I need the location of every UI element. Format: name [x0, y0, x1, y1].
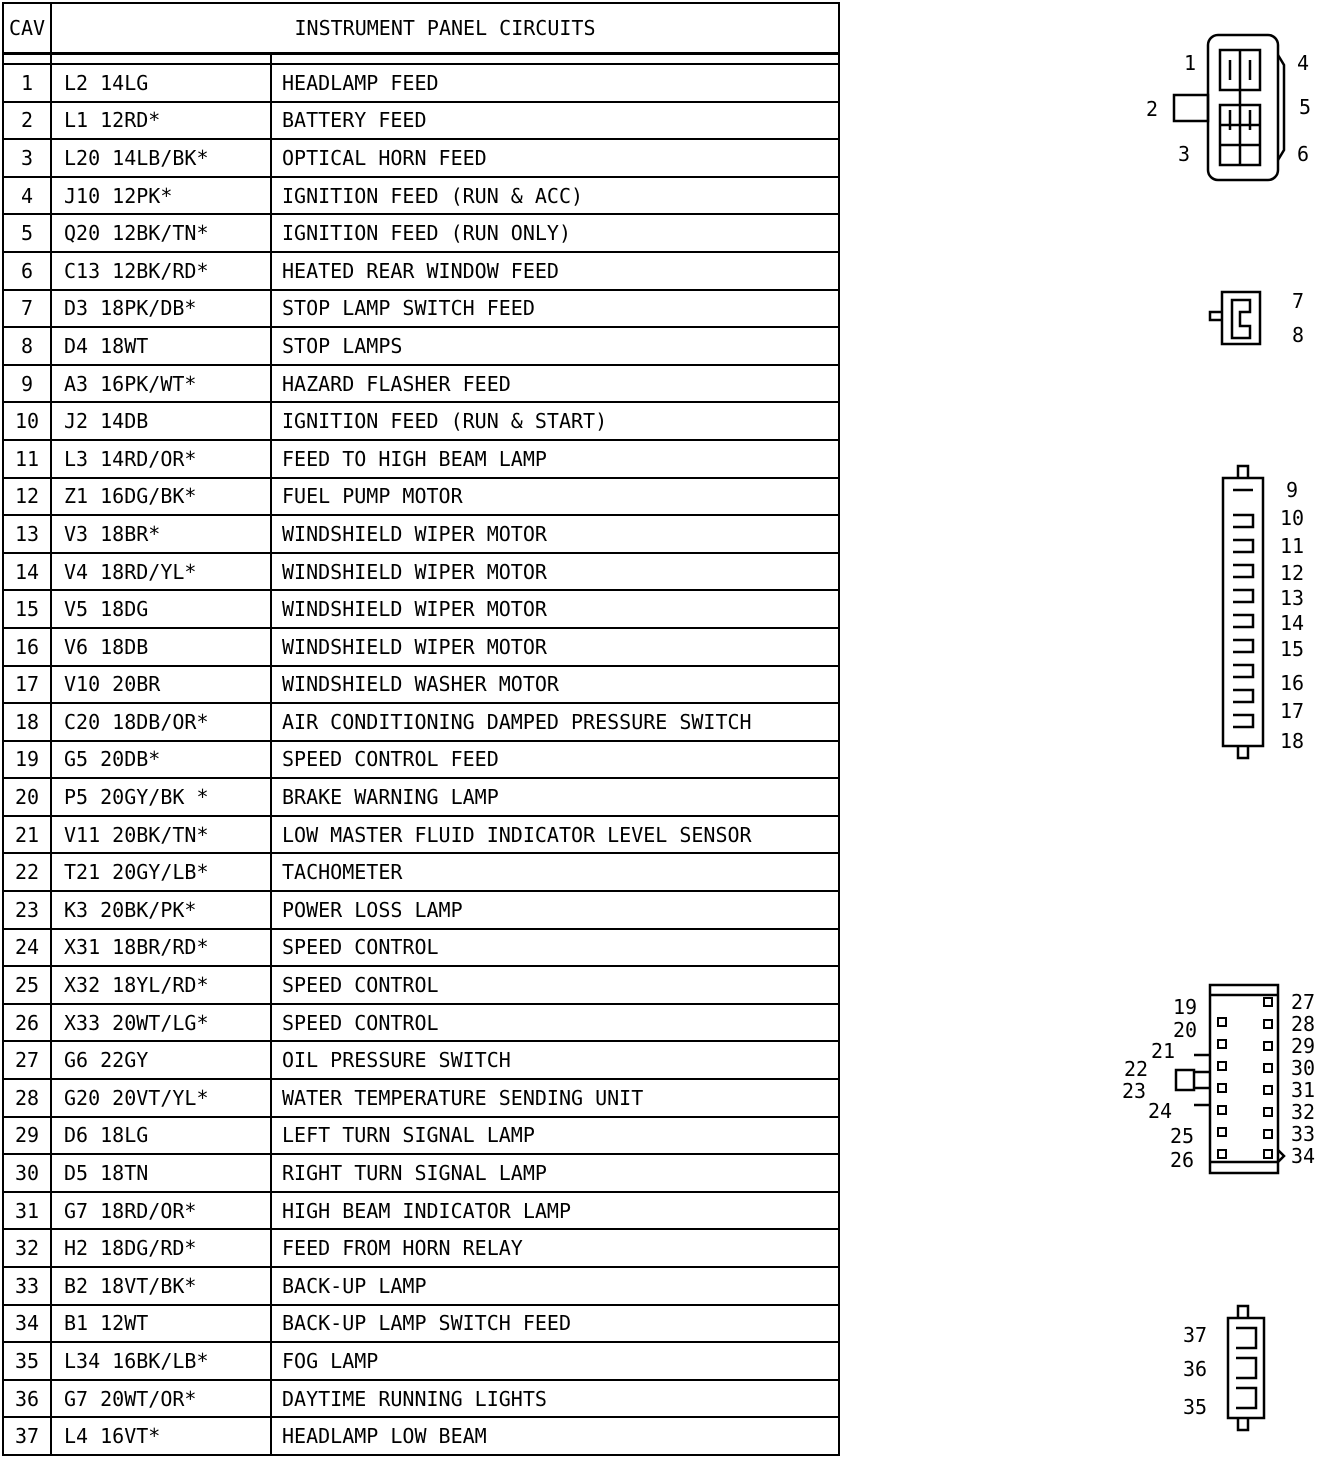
cav-cell: 8 — [3, 327, 51, 365]
wire-code-cell: D6 18LG — [51, 1117, 271, 1155]
circuit-description-cell: RIGHT TURN SIGNAL LAMP — [271, 1154, 839, 1192]
connector-4-pin: 22 — [1124, 1057, 1149, 1081]
table-row — [3, 478, 839, 516]
wire-code-cell: X31 18BR/RD* — [51, 929, 271, 967]
table-row — [3, 290, 839, 328]
connector-1-pin: 3 — [1178, 142, 1191, 166]
table-row — [3, 1079, 839, 1117]
circuit-description-cell: BACK-UP LAMP — [271, 1267, 839, 1305]
circuit-description-cell: LOW MASTER FLUID INDICATOR LEVEL SENSOR — [271, 816, 839, 854]
wire-code-cell: L4 16VT* — [51, 1417, 271, 1455]
table-row — [3, 853, 839, 891]
circuit-description-cell: WINDSHIELD WIPER MOTOR — [271, 553, 839, 591]
spacer-cell — [51, 54, 271, 65]
connector-3-pin: 14 — [1280, 611, 1305, 635]
connector-5-cavities — [1236, 1328, 1256, 1408]
connector-4-pin: 25 — [1170, 1124, 1195, 1148]
connector-4-pin: 29 — [1291, 1034, 1316, 1058]
table-row — [3, 778, 839, 816]
connector-1-pin: 2 — [1146, 97, 1159, 121]
connector-1-pin: 1 — [1184, 51, 1197, 75]
circuit-description-cell: HEATED REAR WINDOW FEED — [271, 252, 839, 290]
table-row — [3, 816, 839, 854]
circuit-description-cell: WINDSHIELD WIPER MOTOR — [271, 628, 839, 666]
connector-4-lock-guides — [1194, 1055, 1210, 1105]
connector-4-pin: 24 — [1148, 1099, 1173, 1123]
circuit-description-cell: OIL PRESSURE SWITCH — [271, 1041, 839, 1079]
connector-3-pin: 13 — [1280, 586, 1305, 610]
connector-5-housing — [1228, 1318, 1264, 1418]
wire-code-cell: Q20 12BK/TN* — [51, 214, 271, 252]
circuit-description-cell: WINDSHIELD WIPER MOTOR — [271, 590, 839, 628]
connector-5-keys — [1238, 1306, 1248, 1430]
cav-cell: 32 — [3, 1229, 51, 1267]
wire-code-cell: J2 14DB — [51, 402, 271, 440]
wire-code-cell: D3 18PK/DB* — [51, 290, 271, 328]
connector-4-lock-tab — [1176, 1070, 1194, 1090]
cav-cell: 17 — [3, 666, 51, 704]
cav-cell: 9 — [3, 365, 51, 403]
wire-code-cell: L1 12RD* — [51, 102, 271, 140]
wire-code-cell: L20 14LB/BK* — [51, 139, 271, 177]
connector-4-pin: 21 — [1151, 1039, 1176, 1063]
connector-4-pin: 23 — [1122, 1079, 1147, 1103]
circuit-description-cell: LEFT TURN SIGNAL LAMP — [271, 1117, 839, 1155]
connector-3-pin: 16 — [1280, 671, 1305, 695]
cav-cell: 10 — [3, 402, 51, 440]
wire-code-cell: A3 16PK/WT* — [51, 365, 271, 403]
connector-5 — [1228, 1306, 1264, 1430]
connector-3-pin: 12 — [1280, 561, 1305, 585]
table-row — [3, 1342, 839, 1380]
cav-cell: 35 — [3, 1342, 51, 1380]
circuit-description-cell: HEADLAMP FEED — [271, 64, 839, 102]
connector-1-lock-tab — [1174, 95, 1208, 121]
circuit-description-cell: TACHOMETER — [271, 853, 839, 891]
table-row — [3, 139, 839, 177]
circuit-description-cell: HIGH BEAM INDICATOR LAMP — [271, 1192, 839, 1230]
cav-cell: 12 — [3, 478, 51, 516]
connector-4-pin: 30 — [1291, 1056, 1316, 1080]
cav-cell: 15 — [3, 590, 51, 628]
connector-4-cavities — [1218, 998, 1272, 1158]
cav-cell: 1 — [3, 64, 51, 102]
table-title: INSTRUMENT PANEL CIRCUITS — [51, 3, 839, 54]
connector-3-pin: 18 — [1280, 729, 1305, 753]
cav-cell: 26 — [3, 1004, 51, 1042]
connector-4-pin: 20 — [1173, 1018, 1198, 1042]
connector-2-lock-tab — [1210, 312, 1222, 320]
cav-cell: 23 — [3, 891, 51, 929]
table-row — [3, 102, 839, 140]
wire-code-cell: G5 20DB* — [51, 741, 271, 779]
table-row — [3, 966, 839, 1004]
connector-2 — [1210, 292, 1260, 344]
table-row — [3, 1004, 839, 1042]
circuit-description-cell: AIR CONDITIONING DAMPED PRESSURE SWITCH — [271, 703, 839, 741]
circuit-description-cell: WINDSHIELD WASHER MOTOR — [271, 666, 839, 704]
connector-4-pin: 33 — [1291, 1122, 1316, 1146]
circuit-description-cell: BACK-UP LAMP SWITCH FEED — [271, 1305, 839, 1343]
table-row — [3, 666, 839, 704]
wire-code-cell: L2 14LG — [51, 64, 271, 102]
cav-cell: 24 — [3, 929, 51, 967]
connector-4-pin: 32 — [1291, 1100, 1316, 1124]
table-row — [3, 741, 839, 779]
wire-code-cell: H2 18DG/RD* — [51, 1229, 271, 1267]
connector-1-terminals — [1230, 50, 1250, 165]
circuit-description-cell: FEED FROM HORN RELAY — [271, 1229, 839, 1267]
table-row — [3, 1192, 839, 1230]
cav-cell: 3 — [3, 139, 51, 177]
wire-code-cell: V10 20BR — [51, 666, 271, 704]
circuit-description-cell: SPEED CONTROL — [271, 966, 839, 1004]
table-row — [3, 515, 839, 553]
cav-cell: 19 — [3, 741, 51, 779]
table-row — [3, 1154, 839, 1192]
wire-code-cell: V6 18DB — [51, 628, 271, 666]
table-row — [3, 214, 839, 252]
table-row — [3, 177, 839, 215]
wire-code-cell: L34 16BK/LB* — [51, 1342, 271, 1380]
cav-cell: 22 — [3, 853, 51, 891]
circuit-description-cell: BATTERY FEED — [271, 102, 839, 140]
table-row — [3, 402, 839, 440]
wire-code-cell: T21 20GY/LB* — [51, 853, 271, 891]
cav-cell: 5 — [3, 214, 51, 252]
connector-2-pin: 8 — [1292, 323, 1305, 347]
table-row — [3, 252, 839, 290]
circuit-description-cell: FEED TO HIGH BEAM LAMP — [271, 440, 839, 478]
table-row — [3, 1380, 839, 1418]
cav-cell: 34 — [3, 1305, 51, 1343]
table-row — [3, 1229, 839, 1267]
connector-1-housing — [1208, 35, 1278, 180]
cav-cell: 20 — [3, 778, 51, 816]
circuit-description-cell: FOG LAMP — [271, 1342, 839, 1380]
cav-cell: 18 — [3, 703, 51, 741]
circuit-description-cell: SPEED CONTROL — [271, 1004, 839, 1042]
table-row — [3, 891, 839, 929]
circuit-description-cell: POWER LOSS LAMP — [271, 891, 839, 929]
table-row — [3, 590, 839, 628]
connector-3 — [1223, 466, 1263, 758]
cav-cell: 31 — [3, 1192, 51, 1230]
cav-cell: 30 — [3, 1154, 51, 1192]
wire-code-cell: C13 12BK/RD* — [51, 252, 271, 290]
cav-cell: 29 — [3, 1117, 51, 1155]
cav-cell: 28 — [3, 1079, 51, 1117]
wire-code-cell: B1 12WT — [51, 1305, 271, 1343]
cav-cell: 37 — [3, 1417, 51, 1455]
table-row — [3, 365, 839, 403]
wire-code-cell: Z1 16DG/BK* — [51, 478, 271, 516]
connector-4-pin: 19 — [1173, 995, 1198, 1019]
circuit-description-cell: WATER TEMPERATURE SENDING UNIT — [271, 1079, 839, 1117]
connector-3-pin: 9 — [1286, 478, 1299, 502]
wire-code-cell: V3 18BR* — [51, 515, 271, 553]
circuit-description-cell: STOP LAMP SWITCH FEED — [271, 290, 839, 328]
cav-cell: 7 — [3, 290, 51, 328]
cav-header: CAV — [3, 3, 51, 54]
wire-code-cell: G7 20WT/OR* — [51, 1380, 271, 1418]
cav-cell: 13 — [3, 515, 51, 553]
circuit-description-cell: WINDSHIELD WIPER MOTOR — [271, 515, 839, 553]
table-row — [3, 1305, 839, 1343]
circuit-description-cell: STOP LAMPS — [271, 327, 839, 365]
cav-cell: 14 — [3, 553, 51, 591]
circuit-description-cell: IGNITION FEED (RUN & ACC) — [271, 177, 839, 215]
table-row — [3, 440, 839, 478]
wire-code-cell: V11 20BK/TN* — [51, 816, 271, 854]
cav-cell: 36 — [3, 1380, 51, 1418]
circuit-description-cell: SPEED CONTROL FEED — [271, 741, 839, 779]
connector-3-pin: 10 — [1280, 506, 1305, 530]
table-row — [3, 628, 839, 666]
wire-code-cell: J10 12PK* — [51, 177, 271, 215]
table-row — [3, 327, 839, 365]
wire-code-cell: D4 18WT — [51, 327, 271, 365]
connector-1-pin: 4 — [1297, 51, 1310, 75]
connector-5-pin: 37 — [1183, 1323, 1208, 1347]
table-header-row — [3, 3, 839, 54]
connector-5-pin: 35 — [1183, 1395, 1208, 1419]
table-row — [3, 64, 839, 102]
wire-code-cell: B2 18VT/BK* — [51, 1267, 271, 1305]
table-row — [3, 703, 839, 741]
header-spacer-row — [3, 54, 839, 65]
circuit-description-cell: HAZARD FLASHER FEED — [271, 365, 839, 403]
cav-cell: 6 — [3, 252, 51, 290]
circuit-rows — [3, 64, 839, 1455]
connector-1-pin: 5 — [1299, 95, 1312, 119]
table-row — [3, 1417, 839, 1455]
circuit-table — [2, 2, 840, 1456]
connector-4-housing — [1210, 985, 1278, 1173]
wire-code-cell: K3 20BK/PK* — [51, 891, 271, 929]
circuit-description-cell: DAYTIME RUNNING LIGHTS — [271, 1380, 839, 1418]
table-row — [3, 553, 839, 591]
connector-3-pin: 17 — [1280, 699, 1305, 723]
cav-cell: 11 — [3, 440, 51, 478]
connector-4-pin: 31 — [1291, 1078, 1316, 1102]
wire-code-cell: V4 18RD/YL* — [51, 553, 271, 591]
connector-4-pin: 27 — [1291, 990, 1316, 1014]
wire-code-cell: D5 18TN — [51, 1154, 271, 1192]
cav-cell: 25 — [3, 966, 51, 1004]
wire-code-cell: G6 22GY — [51, 1041, 271, 1079]
circuit-description-cell: FUEL PUMP MOTOR — [271, 478, 839, 516]
connector-4-pin: 28 — [1291, 1012, 1316, 1036]
connector-3-pin: 11 — [1280, 534, 1305, 558]
circuit-description-cell: OPTICAL HORN FEED — [271, 139, 839, 177]
circuit-description-cell: BRAKE WARNING LAMP — [271, 778, 839, 816]
connector-3-cavities — [1233, 490, 1253, 727]
cav-cell: 33 — [3, 1267, 51, 1305]
connector-2-cavities — [1232, 300, 1250, 338]
wire-code-cell: P5 20GY/BK * — [51, 778, 271, 816]
circuit-description-cell: IGNITION FEED (RUN ONLY) — [271, 214, 839, 252]
connector-1-pin: 6 — [1297, 142, 1310, 166]
connector-3-housing — [1223, 478, 1263, 746]
wire-code-cell: C20 18DB/OR* — [51, 703, 271, 741]
connector-3-pin: 15 — [1280, 637, 1305, 661]
wire-code-cell: V5 18DG — [51, 590, 271, 628]
connector-2-pin: 7 — [1292, 289, 1305, 313]
wire-code-cell: X33 20WT/LG* — [51, 1004, 271, 1042]
wire-code-cell: G7 18RD/OR* — [51, 1192, 271, 1230]
table-row — [3, 1267, 839, 1305]
circuit-description-cell: SPEED CONTROL — [271, 929, 839, 967]
wire-code-cell: X32 18YL/RD* — [51, 966, 271, 1004]
spacer-cell — [3, 54, 51, 65]
connector-4-pin: 26 — [1170, 1148, 1195, 1172]
connector-4-pin: 34 — [1291, 1144, 1316, 1168]
cav-cell: 16 — [3, 628, 51, 666]
cav-cell: 2 — [3, 102, 51, 140]
cav-cell: 21 — [3, 816, 51, 854]
wire-code-cell: G20 20VT/YL* — [51, 1079, 271, 1117]
cav-cell: 27 — [3, 1041, 51, 1079]
wire-code-cell: L3 14RD/OR* — [51, 440, 271, 478]
connector-5-pin: 36 — [1183, 1357, 1208, 1381]
spacer-cell — [271, 54, 839, 65]
table-row — [3, 1041, 839, 1079]
table-row — [3, 929, 839, 967]
circuit-description-cell: IGNITION FEED (RUN & START) — [271, 402, 839, 440]
cav-cell: 4 — [3, 177, 51, 215]
table-row — [3, 1117, 839, 1155]
connector-diagrams — [1080, 0, 1328, 1460]
circuit-description-cell: HEADLAMP LOW BEAM — [271, 1417, 839, 1455]
